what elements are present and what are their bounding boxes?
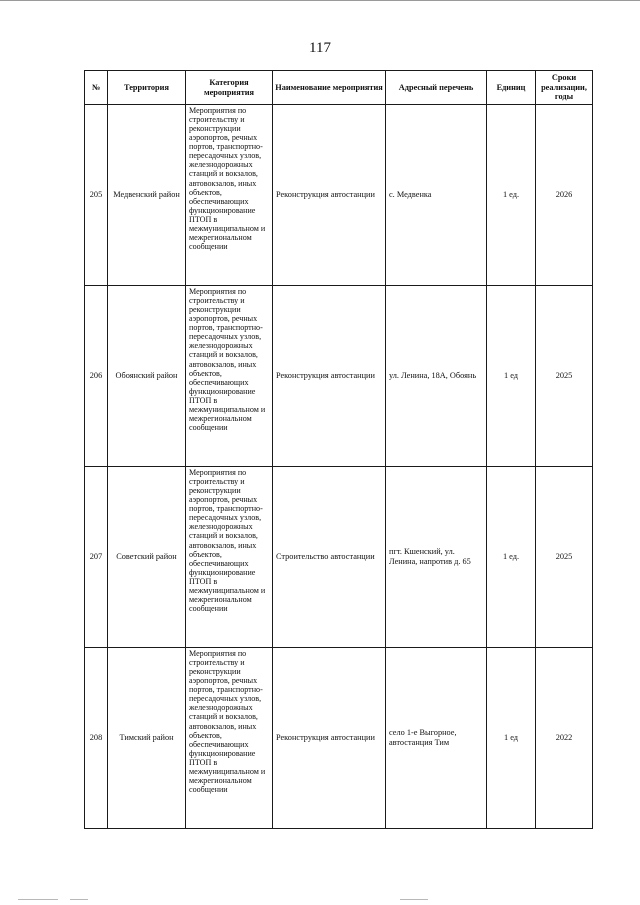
row-event-name: Реконструкция автостанции bbox=[273, 105, 386, 286]
header-years: Сроки реализации, годы bbox=[536, 71, 593, 105]
row-address: пгт. Кшенский, ул. Ленина, напротив д. 65 bbox=[386, 467, 487, 648]
row-event-name: Реконструкция автостанции bbox=[273, 286, 386, 467]
row-category: Мероприятия по строительству и реконструкции аэропортов, речных портов, транспортно-пересадочных узлов, железнодорожных станций и вокзалов, автовокзалов, иных объектов, обеспечивающих функционирование ПТОП в межмуниципальном и межрегиональном сообщении bbox=[186, 648, 273, 829]
row-territory: Медвенский район bbox=[108, 105, 186, 286]
scan-artifact-line bbox=[70, 899, 88, 900]
row-number: 206 bbox=[85, 286, 108, 467]
table-header-row bbox=[85, 71, 593, 105]
scan-artifact-line bbox=[18, 899, 58, 900]
row-year: 2022 bbox=[536, 648, 593, 829]
row-address: ул. Ленина, 18А, Обоянь bbox=[386, 286, 487, 467]
row-number: 205 bbox=[85, 105, 108, 286]
row-year: 2026 bbox=[536, 105, 593, 286]
row-units: 1 ед bbox=[487, 648, 536, 829]
row-units: 1 ед bbox=[487, 286, 536, 467]
row-territory: Тимский район bbox=[108, 648, 186, 829]
header-address: Адресный перечень bbox=[386, 71, 487, 105]
row-address: село 1-е Выгорное, автостанция Тим bbox=[386, 648, 487, 829]
row-category: Мероприятия по строительству и реконструкции аэропортов, речных портов, транспортно-пересадочных узлов, железнодорожных станций и вокзалов, автовокзалов, иных объектов, обеспечивающих функционирование ПТОП в межмуниципальном и межрегиональном сообщении bbox=[186, 467, 273, 648]
table-row bbox=[85, 467, 593, 648]
row-category: Мероприятия по строительству и реконструкции аэропортов, речных портов, транспортно-пересадочных узлов, железнодорожных станций и вокзалов, автовокзалов, иных объектов, обеспечивающих функционирование ПТОП в межмуниципальном и межрегиональном сообщении bbox=[186, 286, 273, 467]
row-number: 207 bbox=[85, 467, 108, 648]
scan-top-edge bbox=[0, 0, 640, 7]
header-territory: Территория bbox=[108, 71, 186, 105]
row-event-name: Строительство автостанции bbox=[273, 467, 386, 648]
table-row bbox=[85, 648, 593, 829]
table-row bbox=[85, 286, 593, 467]
row-year: 2025 bbox=[536, 467, 593, 648]
row-number: 208 bbox=[85, 648, 108, 829]
row-territory: Обоянский район bbox=[108, 286, 186, 467]
scan-bottom-edge bbox=[0, 893, 640, 905]
header-number: № bbox=[85, 71, 108, 105]
row-territory: Советский район bbox=[108, 467, 186, 648]
row-units: 1 ед. bbox=[487, 467, 536, 648]
scan-artifact-line bbox=[400, 899, 428, 900]
page-number: 117 bbox=[309, 40, 331, 56]
table-row bbox=[85, 105, 593, 286]
row-year: 2025 bbox=[536, 286, 593, 467]
row-units: 1 ед. bbox=[487, 105, 536, 286]
header-event-name: Наименование мероприятия bbox=[273, 71, 386, 105]
row-address: с. Медвенка bbox=[386, 105, 487, 286]
row-category: Мероприятия по строительству и реконструкции аэропортов, речных портов, транспортно-пересадочных узлов, железнодорожных станций и вокзалов, автовокзалов, иных объектов, обеспечивающих функционирование ПТОП в межмуниципальном и межрегиональном сообщении bbox=[186, 105, 273, 286]
header-units: Единиц bbox=[487, 71, 536, 105]
registry-table bbox=[84, 70, 593, 829]
row-event-name: Реконструкция автостанции bbox=[273, 648, 386, 829]
header-category: Категория мероприятия bbox=[186, 71, 273, 105]
